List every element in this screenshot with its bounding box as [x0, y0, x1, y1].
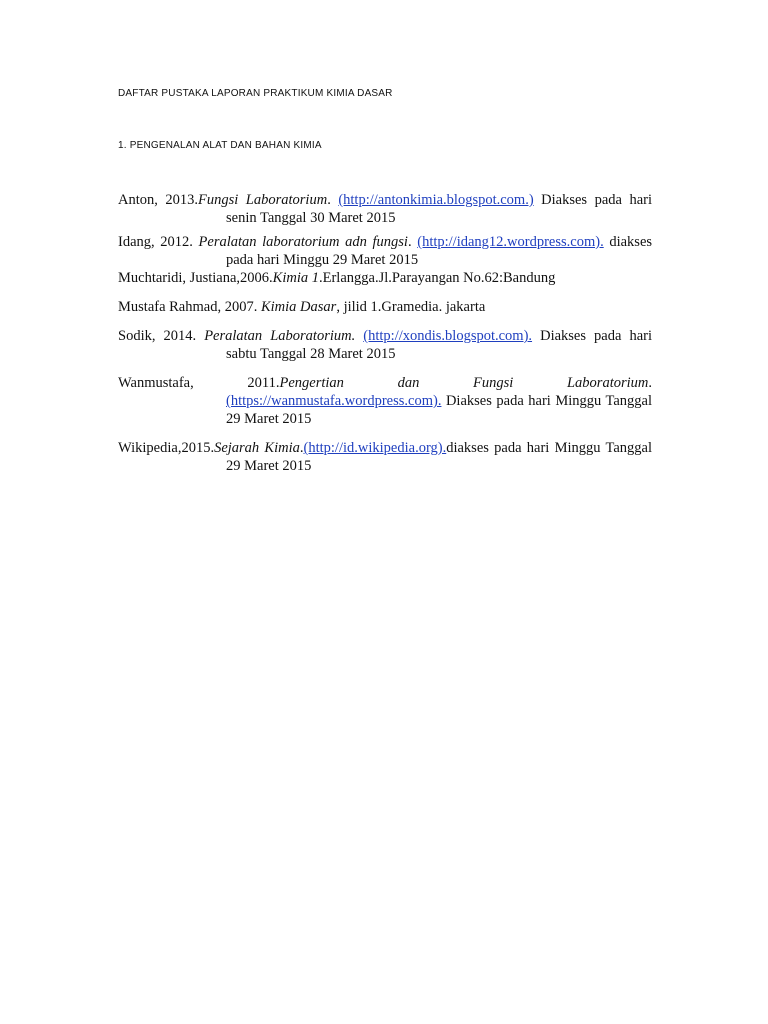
- reference-link[interactable]: (http://xondis.blogspot.com).: [363, 328, 533, 344]
- reference-access-note: Diakses pada hari sabtu Tanggal 28 Maret 2015: [226, 328, 653, 362]
- reference-access-note: Diakses pada hari Minggu Tanggal 29 Maret 2015: [226, 393, 652, 427]
- reference-author-year: Mustafa Rahmad, 2007.: [118, 299, 261, 315]
- reference-item-anton: [118, 191, 652, 227]
- reference-title: Kimia 1: [272, 270, 319, 286]
- reference-title: Peralatan Laboratorium.: [204, 328, 356, 344]
- reference-item-sodik: [118, 327, 652, 363]
- reference-item-mustafa: [118, 298, 652, 316]
- reference-text: .: [648, 375, 652, 391]
- reference-item-muchtaridi: [118, 269, 652, 287]
- reference-author-year: Idang, 2012.: [118, 234, 199, 250]
- reference-title: Kimia Dasar: [260, 299, 337, 315]
- reference-access-note: diakses pada hari Minggu 29 Maret 2015: [226, 234, 653, 268]
- reference-item-wikipedia: [118, 439, 652, 475]
- reference-title: Sejarah Kimia: [214, 440, 300, 456]
- reference-link[interactable]: (https://wanmustafa.wordpress.com).: [226, 393, 442, 409]
- section-heading: 1. PENGENALAN ALAT DAN BAHAN KIMIA: [118, 140, 322, 151]
- reference-title: Fungsi Laboratorium: [198, 192, 328, 208]
- reference-link[interactable]: (http://idang12.wordpress.com).: [417, 234, 604, 250]
- reference-text: , jilid 1.Gramedia. jakarta: [336, 299, 486, 315]
- reference-link[interactable]: (http://antonkimia.blogspot.com.): [338, 192, 534, 208]
- reference-author-year: Wanmustafa, 2011.: [118, 375, 280, 391]
- document-title: DAFTAR PUSTAKA LAPORAN PRAKTIKUM KIMIA DASAR: [118, 88, 393, 99]
- reference-title: Pengertian dan Fungsi Laboratorium: [279, 375, 649, 391]
- reference-text: .: [327, 192, 339, 208]
- reference-list: [118, 191, 652, 475]
- reference-access-note: diakses pada hari Minggu Tanggal 29 Maret 2015: [226, 440, 652, 474]
- reference-title: Peralatan laboratorium adn fungsi: [198, 234, 408, 250]
- reference-author-year: Wikipedia,2015.: [118, 440, 215, 456]
- reference-item-idang: [118, 233, 652, 269]
- reference-author-year: Anton, 2013.: [118, 192, 199, 208]
- reference-author-year: Muchtaridi, Justiana,2006.: [118, 270, 273, 286]
- reference-text: .: [299, 440, 304, 456]
- reference-link[interactable]: (http://id.wikipedia.org).: [303, 440, 447, 456]
- reference-item-wanmustafa: [118, 374, 652, 428]
- reference-access-note: Diakses pada hari senin Tanggal 30 Maret 2015: [226, 192, 653, 226]
- reference-author-year: Sodik, 2014.: [118, 328, 205, 344]
- reference-text: .: [407, 234, 418, 250]
- reference-text: .Erlangga.Jl.Parayangan No.62:Bandung: [318, 270, 556, 286]
